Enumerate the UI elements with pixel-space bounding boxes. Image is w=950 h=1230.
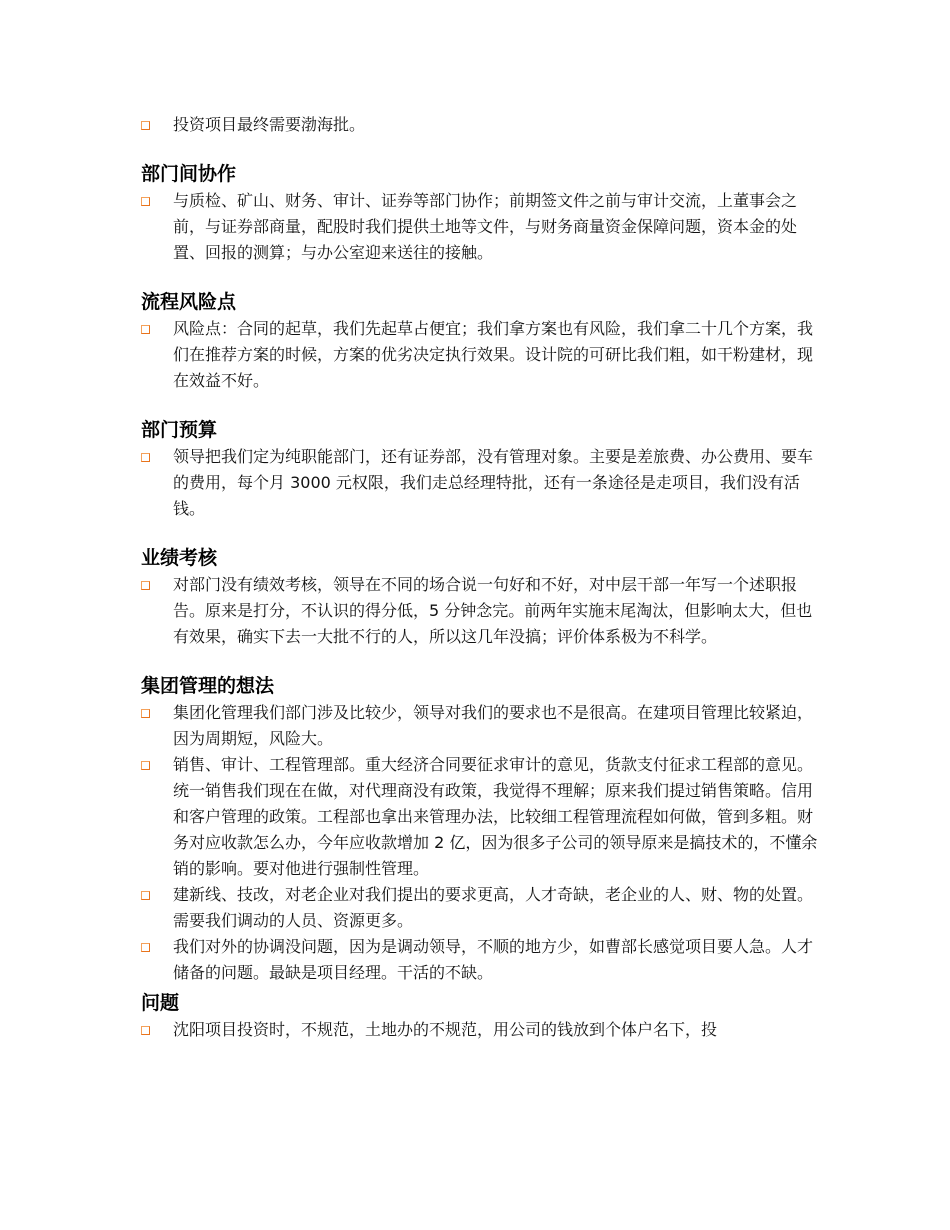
square-bullet-icon bbox=[141, 121, 150, 130]
bullet-list bbox=[141, 444, 821, 522]
section-budget bbox=[141, 417, 821, 522]
square-bullet-icon bbox=[141, 891, 150, 900]
list-item bbox=[141, 112, 821, 138]
section-process-risk bbox=[141, 289, 821, 394]
list-item bbox=[141, 700, 821, 752]
section-heading: 集团管理的想法 bbox=[141, 675, 275, 697]
square-bullet-icon bbox=[141, 943, 150, 952]
section-heading: 流程风险点 bbox=[141, 291, 237, 313]
bullet-list bbox=[141, 700, 821, 986]
list-item bbox=[141, 882, 821, 934]
list-item bbox=[141, 934, 821, 986]
square-bullet-icon bbox=[141, 325, 150, 334]
square-bullet-icon bbox=[141, 761, 150, 770]
bullet-text: 集团化管理我们部门涉及比较少，领导对我们的要求也不是很高。在建项目管理比较紧迫，因为周期短，风险大。 bbox=[173, 703, 814, 748]
bullet-text: 领导把我们定为纯职能部门，还有证券部，没有管理对象。主要是差旅费、办公费用、要车的费用，每个月 3000 元权限，我们走总经理特批，还有一条途径是走项目，我们没有活钱。 bbox=[173, 447, 814, 518]
bullet-list bbox=[141, 188, 821, 266]
list-item bbox=[141, 188, 821, 266]
section-heading: 部门间协作 bbox=[141, 163, 237, 185]
bullet-text: 销售、审计、工程管理部。重大经济合同要征求审计的意见，货款支付征求工程部的意见。统一销售我们现在在做，对代理商没有政策，我觉得不理解；原来我们提过销售策略。信用和客户管理的政策。工程部也拿出来管理办法，比较细工程管理流程如何做，管到多粗。财务对应收款怎么办，今年应收款增加 2 亿，因为很多子公司的领导原来是搞技术的，不懂余销的影响。要对他进行强制性管理。 bbox=[173, 755, 818, 878]
square-bullet-icon bbox=[141, 197, 150, 206]
bullet-list bbox=[141, 572, 821, 650]
list-item bbox=[141, 752, 821, 882]
section-performance bbox=[141, 545, 821, 650]
bullet-text: 风险点：合同的起草，我们先起草占便宜；我们拿方案也有风险，我们拿二十几个方案，我们在推荐方案的时候，方案的优劣决定执行效果。设计院的可研比我们粗，如干粉建材，现在效益不好。 bbox=[173, 319, 814, 390]
bullet-text: 建新线、技改，对老企业对我们提出的要求更高，人才奇缺，老企业的人、财、物的处置。需要我们调动的人员、资源更多。 bbox=[173, 885, 814, 930]
square-bullet-icon bbox=[141, 581, 150, 590]
intro-section bbox=[141, 112, 821, 138]
square-bullet-icon bbox=[141, 453, 150, 462]
bullet-text: 我们对外的协调没问题，因为是调动领导，不顺的地方少，如曹部长感觉项目要人急。人才储备的问题。最缺是项目经理。干活的不缺。 bbox=[173, 937, 814, 982]
bullet-list bbox=[141, 1017, 821, 1043]
document-page bbox=[141, 112, 821, 1043]
section-group-management bbox=[141, 673, 821, 986]
section-problems bbox=[141, 990, 821, 1043]
list-item bbox=[141, 572, 821, 650]
bullet-text: 沈阳项目投资时，不规范，土地办的不规范，用公司的钱放到个体户名下，投 bbox=[173, 1020, 718, 1039]
bullet-list bbox=[141, 316, 821, 394]
square-bullet-icon bbox=[141, 709, 150, 718]
section-heading: 部门预算 bbox=[141, 419, 218, 441]
bullet-text: 与质检、矿山、财务、审计、证券等部门协作；前期签文件之前与审计交流，上董事会之前，与证券部商量，配股时我们提供土地等文件，与财务商量资金保障问题，资本金的处置、回报的测算；与办公室迎来送往的接触。 bbox=[173, 191, 798, 262]
bullet-text: 投资项目最终需要渤海批。 bbox=[173, 115, 366, 134]
section-heading: 问题 bbox=[141, 992, 180, 1014]
list-item bbox=[141, 316, 821, 394]
section-collaboration bbox=[141, 161, 821, 266]
bullet-text: 对部门没有绩效考核，领导在不同的场合说一句好和不好，对中层干部一年写一个述职报告。原来是打分，不认识的得分低，5 分钟念完。前两年实施末尾淘汰，但影响太大，但也有效果，确实下去一大批不行的人，所以这几年没搞；评价体系极为不科学。 bbox=[173, 575, 813, 646]
bullet-list bbox=[141, 112, 821, 138]
list-item bbox=[141, 444, 821, 522]
list-item bbox=[141, 1017, 821, 1043]
square-bullet-icon bbox=[141, 1026, 150, 1035]
section-heading: 业绩考核 bbox=[141, 547, 218, 569]
